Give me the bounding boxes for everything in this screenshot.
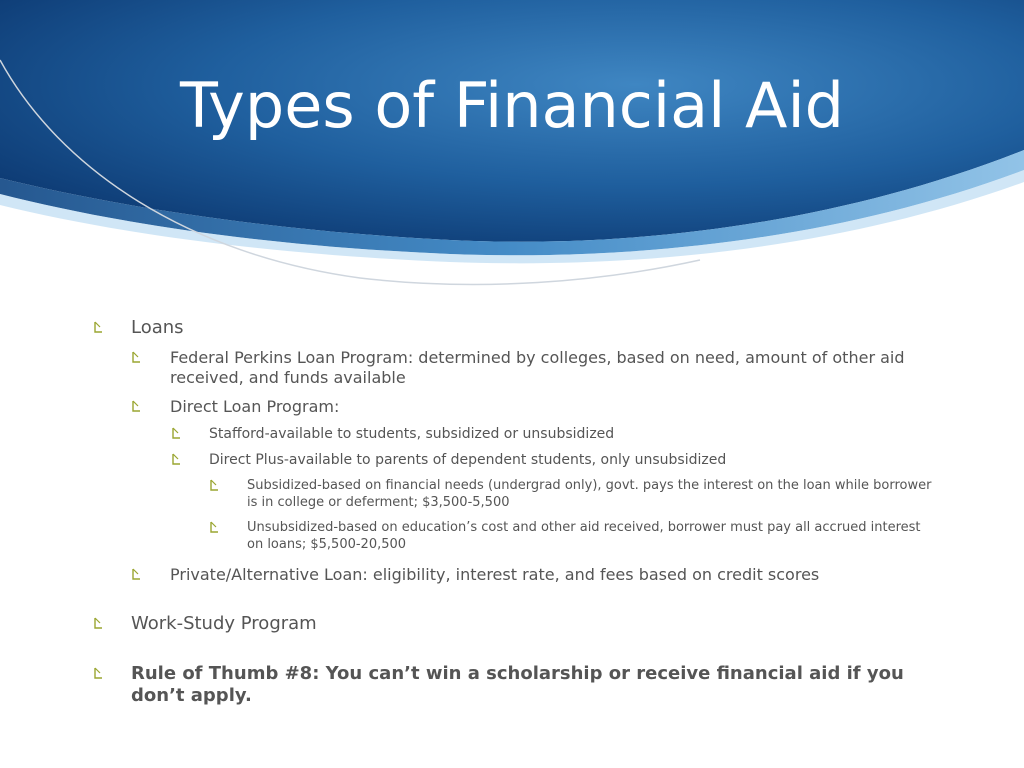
arrow-bullet-icon — [130, 399, 142, 415]
list-item-text: Stafford-available to students, subsidized or unsubsidized — [209, 426, 615, 442]
arrow-bullet-icon — [170, 452, 182, 468]
list-item-text: Loans — [131, 317, 184, 338]
list-item-private-loan — [0, 565, 1024, 585]
list-item-loans — [0, 317, 1024, 339]
list-item-text: Direct Loan Program: — [170, 397, 340, 416]
list-item-direct-plus — [0, 451, 1024, 469]
bullet-list — [0, 314, 1024, 707]
arrow-bullet-icon — [130, 350, 142, 366]
list-item-text: Direct Plus-available to parents of dependent students, only unsubsidized — [209, 452, 727, 468]
arrow-bullet-icon — [92, 666, 104, 682]
arrow-bullet-icon — [92, 616, 104, 632]
list-item-text: Rule of Thumb #8: You can’t win a scholarship or receive financial aid if you don’t apply. — [131, 663, 904, 706]
list-item-stafford — [0, 425, 1024, 443]
arrow-bullet-icon — [92, 320, 104, 336]
arrow-bullet-icon — [130, 567, 142, 583]
arrow-bullet-icon — [208, 520, 220, 536]
list-item-text: Private/Alternative Loan: eligibility, interest rate, and fees based on credit scores — [170, 565, 820, 584]
list-item-rule-of-thumb — [0, 663, 1024, 707]
arrow-bullet-icon — [208, 478, 220, 494]
list-item-text: Unsubsidized-based on education’s cost and other aid received, borrower must pay all accrued interest on loans; $5,500-20,500 — [247, 520, 921, 552]
slide-title: Types of Financial Aid — [179, 69, 845, 142]
list-item-perkins — [0, 348, 1024, 388]
list-item-work-study — [0, 613, 1024, 635]
list-item-direct-loan — [0, 397, 1024, 417]
arrow-bullet-icon — [170, 426, 182, 442]
header-swoosh-background — [0, 0, 1024, 300]
list-item-text: Subsidized-based on financial needs (undergrad only), govt. pays the interest on the loan while borrower is in college or deferment; $3,500-5,500 — [247, 478, 932, 510]
list-item-text: Federal Perkins Loan Program: determined by colleges, based on need, amount of other aid received, and funds available — [170, 348, 905, 387]
list-item-unsubsidized — [0, 519, 1024, 553]
list-item-subsidized — [0, 477, 1024, 511]
list-item-text: Work-Study Program — [131, 613, 317, 634]
